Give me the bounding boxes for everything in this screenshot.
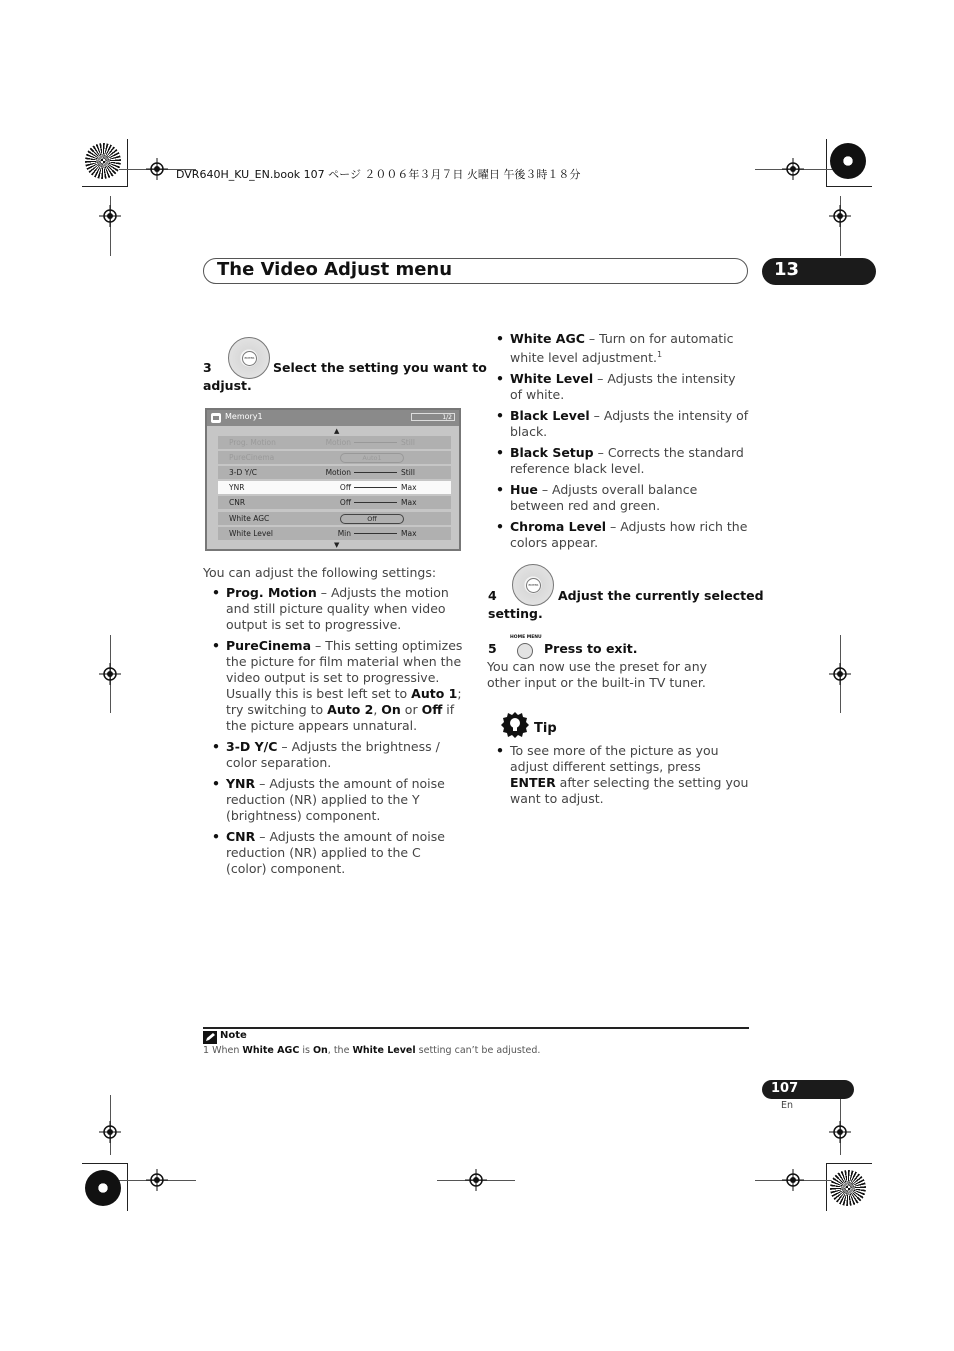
tip-heading: Tip xyxy=(534,721,557,736)
setting-slider[interactable] xyxy=(354,533,397,534)
intro-text: You can adjust the following settings: xyxy=(203,565,437,580)
list-item: • Chroma Level – Adjusts how rich the colors appear. xyxy=(488,519,750,551)
screen-setting-row[interactable] xyxy=(218,451,451,464)
crop-mark xyxy=(826,139,827,187)
list-item: • White AGC – Turn on for automatic white level adjustment.$^1$ xyxy=(488,331,750,366)
registration-rosette-icon xyxy=(830,1170,866,1206)
slider-min-label: Motion xyxy=(325,468,351,477)
slider-min-label: Off xyxy=(339,483,351,492)
note-heading: Note xyxy=(220,1030,247,1041)
right-settings-list xyxy=(488,331,750,556)
crop-mark xyxy=(826,1163,827,1211)
crop-mark xyxy=(826,186,872,187)
registration-crosshair-icon xyxy=(829,663,851,685)
list-item: • Prog. Motion – Adjusts the motion and still picture quality when video output is set to progressive. xyxy=(204,585,464,633)
registration-crosshair-icon xyxy=(146,158,168,180)
crop-mark xyxy=(127,139,128,187)
pencil-note-icon xyxy=(203,1031,217,1044)
registration-crosshair-icon xyxy=(829,1121,851,1143)
step-5-text: Press to exit. xyxy=(544,641,638,656)
list-item: • PureCinema – This setting optimizes the picture for film material when the video output is set to progressive. Usually this is best left set to Auto 1; try switching to Auto 2, On or Off if the picture appears unnatural. xyxy=(204,638,464,734)
remote-joystick-icon xyxy=(228,337,270,379)
scroll-up-arrow-icon[interactable]: ▲ xyxy=(334,427,340,435)
screen-title-bar xyxy=(207,410,459,426)
print-header: DVR640H_KU_EN.book 107 ページ ２００６年３月７日 火曜日 午後３時１８分 xyxy=(176,168,581,181)
setting-name: White Level xyxy=(229,529,273,538)
screen-setting-row[interactable] xyxy=(218,481,451,494)
slider-min-label: Motion xyxy=(325,438,351,447)
registration-crosshair-icon xyxy=(465,1169,487,1191)
screen-setting-row[interactable] xyxy=(218,512,451,525)
list-item: • Black Level – Adjusts the intensity of black. xyxy=(488,408,750,440)
setting-name: YNR xyxy=(229,483,245,492)
setting-slider[interactable] xyxy=(354,487,397,488)
slider-max-label: Max xyxy=(401,498,417,507)
note-divider xyxy=(203,1027,749,1029)
slider-max-label: Max xyxy=(401,483,417,492)
setting-slider[interactable] xyxy=(354,472,397,473)
setting-slider[interactable] xyxy=(354,442,397,443)
registration-crosshair-icon xyxy=(99,205,121,227)
registration-crosshair-icon xyxy=(829,205,851,227)
screen-setting-row[interactable] xyxy=(218,436,451,449)
screen-page-indicator: 1/2 xyxy=(411,413,455,421)
setting-name: Prog. Motion xyxy=(229,438,276,447)
tip-list xyxy=(488,743,750,812)
note-text: 1 When White AGC is On, the White Level setting can’t be adjusted. xyxy=(203,1045,541,1056)
screen-setting-row[interactable] xyxy=(218,466,451,479)
setting-value-pill[interactable]: Off xyxy=(340,514,404,524)
home-menu-button-label: HOME MENU xyxy=(510,635,542,640)
registration-rosette-icon xyxy=(85,1170,121,1206)
crop-mark xyxy=(826,1163,872,1164)
registration-crosshair-icon xyxy=(782,1169,804,1191)
step-3-text: Select the setting you want to xyxy=(273,360,487,375)
registration-crosshair-icon xyxy=(146,1169,168,1191)
list-item: • To see more of the picture as you adjust different settings, press ENTER after selecting the setting you want to adjust. xyxy=(488,743,750,807)
step-3-number: 3 xyxy=(203,360,212,375)
registration-crosshair-icon xyxy=(782,158,804,180)
screen-title: Memory1 xyxy=(225,412,263,421)
step-4-text: Adjust the currently selected xyxy=(558,588,764,603)
registration-crosshair-icon xyxy=(99,1121,121,1143)
step-4-number: 4 xyxy=(488,588,497,603)
slider-min-label: Off xyxy=(339,498,351,507)
remote-enter-label: ENTER xyxy=(526,578,541,593)
remote-joystick-icon xyxy=(512,564,554,606)
home-menu-button-icon xyxy=(517,643,533,659)
crop-mark xyxy=(127,1163,128,1211)
page-number: 107 xyxy=(771,1081,799,1096)
list-item: • 3-D Y/C – Adjusts the brightness / color separation. xyxy=(204,739,464,771)
chapter-number: 13 xyxy=(774,259,800,280)
remote-enter-label: ENTER xyxy=(242,351,257,366)
chapter-number-badge xyxy=(762,258,876,285)
list-item: • White Level – Adjusts the intensity of white. xyxy=(488,371,750,403)
registration-crosshair-icon xyxy=(99,663,121,685)
slider-max-label: Max xyxy=(401,529,417,538)
step-4-text-cont: setting. xyxy=(488,606,543,621)
setting-name: White AGC xyxy=(229,514,270,523)
crop-mark xyxy=(82,1163,128,1164)
setting-name: PureCinema xyxy=(229,453,275,462)
list-item: • Hue – Adjusts overall balance between red and green. xyxy=(488,482,750,514)
left-settings-list xyxy=(204,585,464,882)
step-3-text-cont: adjust. xyxy=(203,378,252,393)
chapter-title: The Video Adjust menu xyxy=(217,259,453,280)
lightbulb-tip-icon xyxy=(501,711,529,739)
scroll-down-arrow-icon[interactable]: ▼ xyxy=(334,541,340,549)
registration-rosette-icon xyxy=(830,143,866,179)
video-adjust-screen xyxy=(205,408,461,551)
list-item: • Black Setup – Corrects the standard reference black level. xyxy=(488,445,750,477)
screen-setting-row[interactable] xyxy=(218,496,451,509)
setting-name: CNR xyxy=(229,498,246,507)
registration-rosette-icon xyxy=(85,143,121,179)
slider-min-label: Min xyxy=(337,529,351,538)
list-item: • CNR – Adjusts the amount of noise reduction (NR) applied to the C (color) component. xyxy=(204,829,464,877)
list-item: • YNR – Adjusts the amount of noise reduction (NR) applied to the Y (brightness) component. xyxy=(204,776,464,824)
slider-max-label: Still xyxy=(401,438,415,447)
setting-slider[interactable] xyxy=(354,502,397,503)
slider-max-label: Still xyxy=(401,468,415,477)
page-number-badge xyxy=(762,1080,854,1099)
setting-value-pill[interactable]: Auto1 xyxy=(340,453,404,463)
setting-name: 3-D Y/C xyxy=(229,468,257,477)
crop-mark xyxy=(82,186,128,187)
step-5-number: 5 xyxy=(488,641,497,656)
video-adjust-icon xyxy=(210,412,222,424)
screen-setting-row[interactable] xyxy=(218,527,451,540)
step-5-body: You can now use the preset for any other input or the built-in TV tuner. xyxy=(487,659,708,690)
language-code: En xyxy=(781,1100,794,1111)
